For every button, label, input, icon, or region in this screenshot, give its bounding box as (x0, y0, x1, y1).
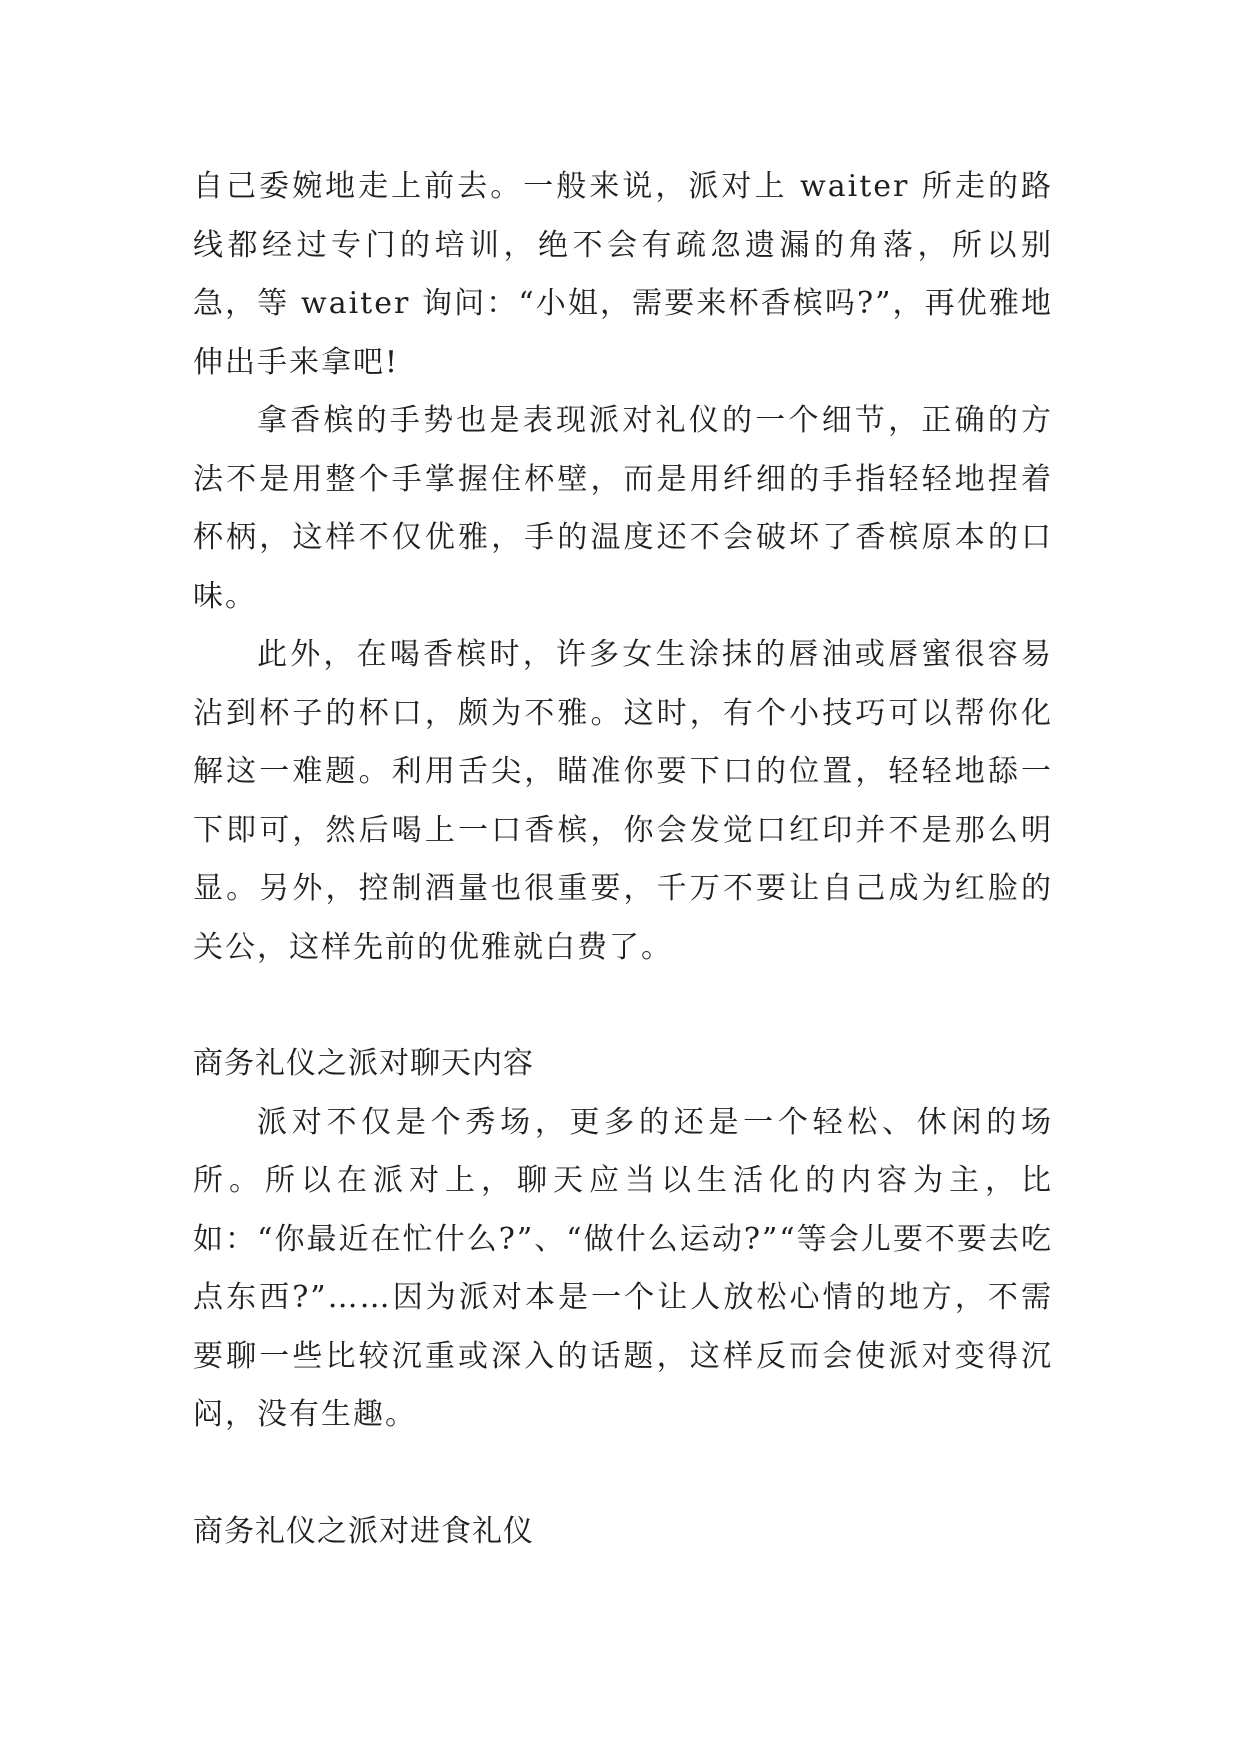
paragraph-champagne-grip: 拿香槟的手势也是表现派对礼仪的一个细节，正确的方法不是用整个手掌握住杯壁，而是用纤细的手指轻轻地捏着杯柄，这样不仅优雅，手的温度还不会破坏了香槟原本的口味。 (193, 403, 1053, 614)
paragraph-chat-content: 派对不仅是个秀场，更多的还是一个轻松、休闲的场所。所以在派对上，聊天应当以生活化的内容为主，比如：“你最近在忙什么?”、“做什么运动?”“等会儿要不要去吃点东西?”……因为派对本是一个让人放松心情的地方，不需要聊一些比较沉重或深入的话题，这样反而会使派对变得沉闷，没有生趣。 (193, 1104, 1053, 1432)
paragraph-waiter: 自己委婉地走上前去。一般来说，派对上 waiter 所走的路线都经过专门的培训，绝不会有疏忽遗漏的角落，所以别急，等 waiter 询问：“小姐，需要来杯香槟吗?”，再优雅地伸出手来拿吧! (193, 169, 1053, 380)
section-heading-dining: 商务礼仪之派对进食礼仪 (193, 1513, 534, 1549)
section-spacer (193, 977, 1053, 1035)
section-spacer (193, 1445, 1053, 1503)
section-heading-chat: 商务礼仪之派对聊天内容 (193, 1046, 534, 1081)
document-page (193, 158, 1053, 1561)
paragraph-lipstick-tip: 此外，在喝香槟时，许多女生涂抹的唇油或唇蜜很容易沾到杯子的杯口，颇为不雅。这时，有个小技巧可以帮你化解这一难题。利用舌尖，瞄准你要下口的位置，轻轻地舔一下即可，然后喝上一口香槟，你会发觉口红印并不是那么明显。另外，控制酒量也很重要，千万不要让自己成为红脸的关公，这样先前的优雅就白费了。 (193, 637, 1053, 965)
